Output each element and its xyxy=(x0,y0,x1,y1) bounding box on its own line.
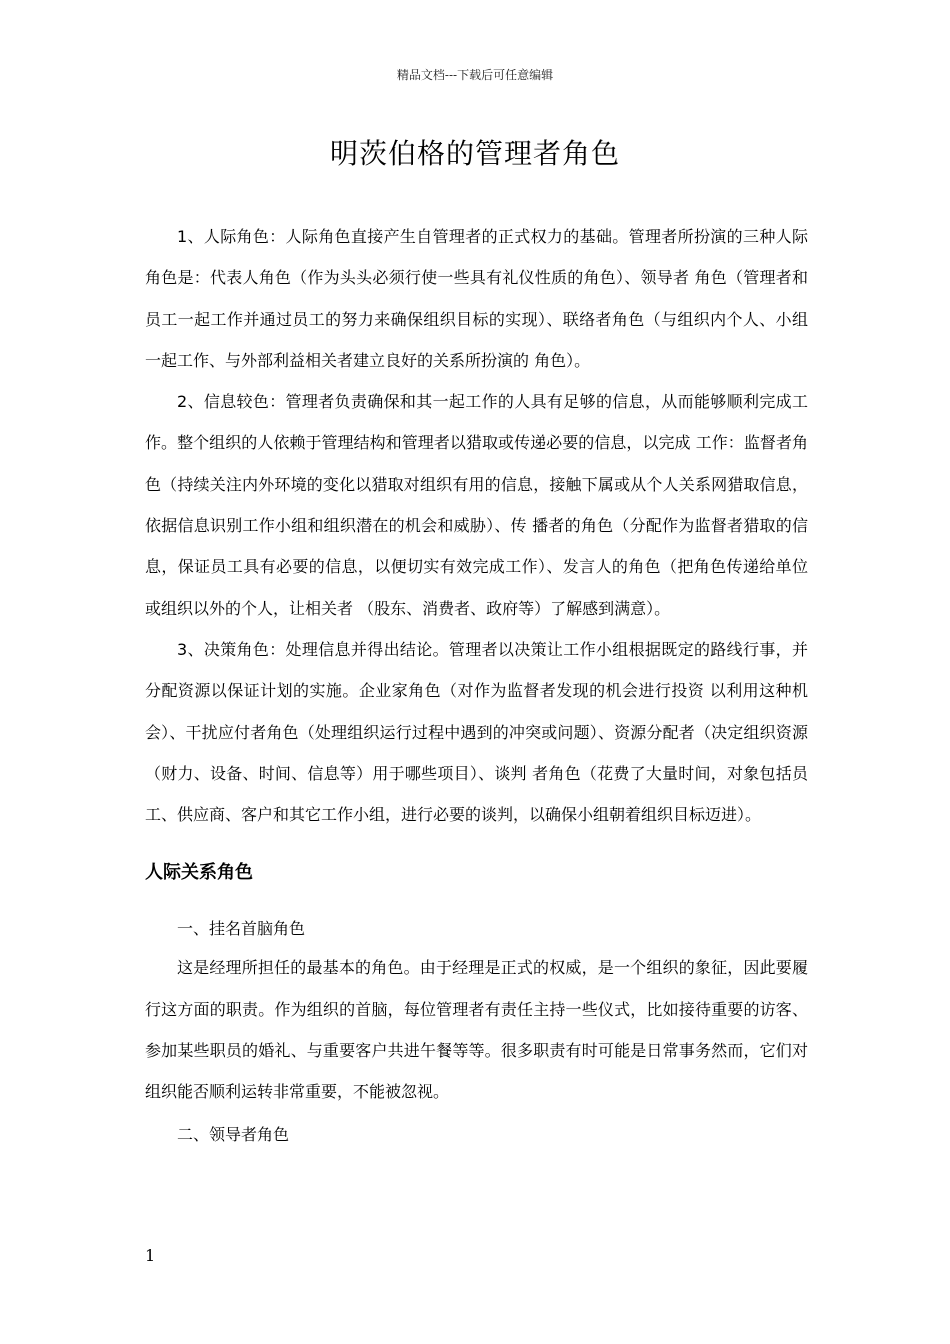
paragraph-figurehead: 这是经理所担任的最基本的角色。由于经理是正式的权威，是一个组织的象征，因此要履行这方面的职责。作为组织的首脑，每位管理者有责任主持一些仪式，比如接待重要的访客、参加某些职员的婚礼、与重要客户共进午餐等等。很多职责有时可能是日常事务然而，它们对组织能否顺利运转非常重要，不能被忽视。 xyxy=(145,958,808,1102)
subsection-heading-figurehead: 一、挂名首脑角色 xyxy=(177,919,306,939)
paragraph-interpersonal-role: 1、人际角色：人际角色直接产生自管理者的正式权力的基础。管理者所扮演的三种人际角色是：代表人角色（作为头头必须行使一些具有礼仪性质的角色）、领导者 角色（管理者和员工一起工作并通过员工的努力来确保组织目标的实现）、联络者角色（与组织内个人、小组一起工作、与外部利益相关者建立良好的关系所扮演的 角色）。 xyxy=(145,227,808,370)
section-heading: 人际关系角色 xyxy=(145,862,253,884)
paragraph-informational-role: 2、信息较色：管理者负责确保和其一起工作的人具有足够的信息，从而能够顺利完成工作。整个组织的人依赖于管理结构和管理者以猎取或传递必要的信息，以完成 工作：监督者角色（持续关注内外环境的变化以猎取对组织有用的信息，接触下属或从个人关系网猎取信息，依据信息识别工作小组和组织潜在的机会和威胁）、传 播者的角色（分配作为监督者猎取的信息，保证员工具有必要的信息，以便切实有效完成工作）、发言人的角色（把角色传递给单位或组织以外的个人，让相关者 （股东、消费者、政府等）了解感到满意）。 xyxy=(145,392,808,618)
page-number: 1 xyxy=(145,1246,156,1265)
document-title: 明茨伯格的管理者角色 xyxy=(329,137,620,170)
paragraph-decisional-role: 3、决策角色：处理信息并得出结论。管理者以决策让工作小组根据既定的路线行事，并分配资源以保证计划的实施。企业家角色（对作为监督者发现的机会进行投资 以利用这种机会）、干扰应付者角色（处理组织运行过程中遇到的冲突或问题）、资源分配者（决定组织资源（财力、设备、时间、信息等）用于哪些项目）、谈判 者角色（花费了大量时间，对象包括员工、供应商、客户和其它工作小组，进行必要的谈判，以确保小组朝着组织目标迈进）。 xyxy=(145,639,808,825)
subsection-heading-leader: 二、领导者角色 xyxy=(177,1124,290,1144)
document-body xyxy=(145,216,808,1153)
page-header: 精品文档---下载后可任意编辑 xyxy=(396,68,554,82)
